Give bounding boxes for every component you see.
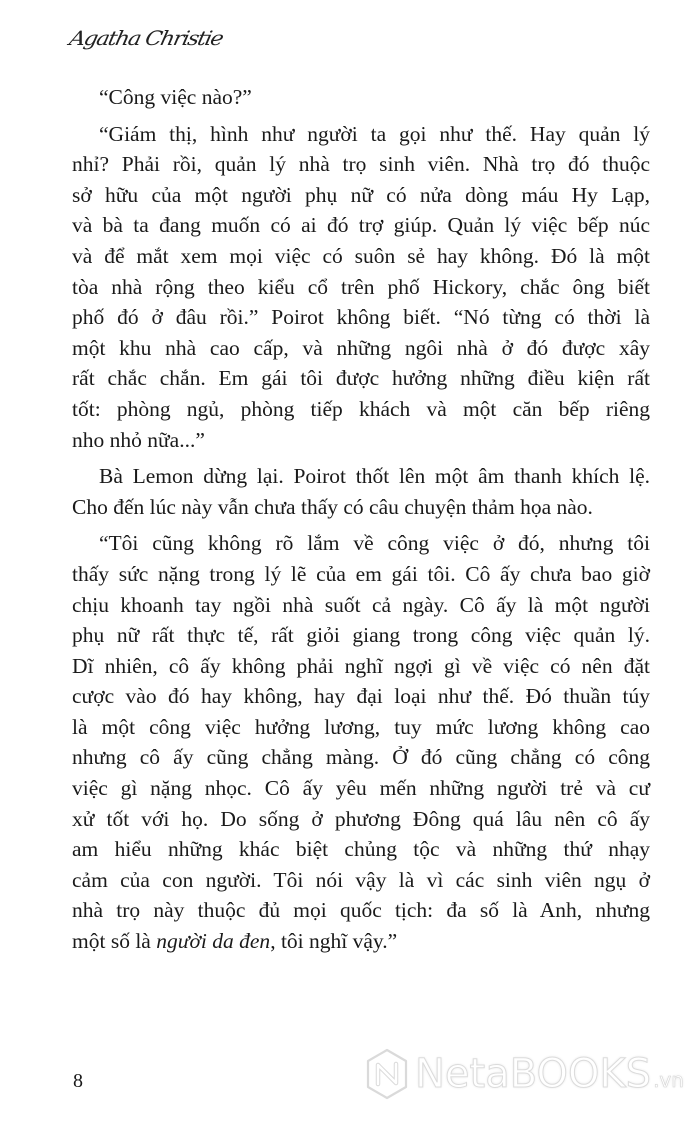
text-line: am hiểu những khác biệt chủng tộc và những thứ nhạy [72,837,650,862]
text-line: phố đó ở đâu rồi.” Poirot không biết. “Nó từng có thời là [72,305,650,330]
paragraph [72,82,650,113]
text-line: cược vào đó hay không, hay đại loại như thế. Đó thuần túy [72,684,650,709]
text-line: “Công việc nào?” [99,85,252,109]
text-segment: , tôi nghĩ vậy.” [270,929,398,954]
watermark-brand: NetaBOOKS [415,1051,652,1097]
text-line: và để mắt xem mọi việc có suôn sẻ hay không. Đó là một [72,243,650,268]
text-line-final [72,926,650,957]
body-text [72,82,650,963]
author-signature: Agatha Christie [67,28,225,51]
text-line: là một công việc hưởng lương, tuy mức lương không cao [72,714,650,739]
text-line: xử tốt với họ. Do sống ở phương Đông quá lâu nên cô ấy [72,806,650,831]
text-line: rất chắc chắn. Em gái tôi được hưởng những điều kiện rất [72,366,650,391]
netabooks-logo-icon [365,1048,409,1100]
text-line: nho nhỏ nữa...” [72,427,205,452]
text-segment: một số là [72,929,157,954]
text-line: và bà ta đang muốn có ai đó trợ giúp. Quản lý việc bếp núc [72,213,650,238]
paragraph [72,119,650,456]
text-line: Bà Lemon dừng lại. Poirot thốt lên một âm thanh khích lệ. [99,464,650,489]
paragraph [72,528,650,956]
text-line: thấy sức nặng trong lý lẽ của em gái tôi. Cô ấy chưa bao giờ [72,561,650,586]
text-line: Dĩ nhiên, cô ấy không phải nghĩ ngợi gì về việc có nên đặt [72,653,650,678]
text-line: việc gì nặng nhọc. Cô ấy yêu mến những người trẻ và cư [72,776,650,801]
text-line: chịu khoanh tay ngồi nhà suốt cả ngày. Cô ấy là một người [72,592,650,617]
text-line: Cho đến lúc này vẫn chưa thấy có câu chuyện thảm họa nào. [72,494,593,519]
text-line: sở hữu của một người phụ nữ có nửa dòng máu Hy Lạp, [72,182,650,207]
text-line: nhà trọ này thuộc đủ mọi quốc tịch: đa số là Anh, nhưng [72,898,650,923]
watermark-suffix: .vn [653,1068,684,1092]
text-line: phụ nữ rất thực tế, rất giỏi giang trong công việc quản lý. [72,623,650,648]
text-line: nhưng cô ấy cũng chẳng màng. Ở đó cũng chẳng có công [72,745,650,770]
text-line: cảm của con người. Tôi nói vậy là vì các sinh viên ngụ ở [72,867,650,892]
page-number: 8 [73,1070,83,1092]
watermark [365,1048,684,1100]
italic-phrase: người da đen [156,929,271,954]
text-line: một khu nhà cao cấp, và những ngôi nhà ở đó được xây [72,335,650,360]
text-line: “Tôi cũng không rõ lắm về công việc ở đó, nhưng tôi [99,531,650,556]
text-line: tòa nhà rộng theo kiểu cổ trên phố Hickory, chắc ông biết [72,274,650,299]
text-line: tốt: phòng ngủ, phòng tiếp khách và một căn bếp riêng [72,396,650,421]
paragraph [72,461,650,522]
text-line: “Giám thị, hình như người ta gọi như thế. Hay quản lý [99,121,650,146]
text-line: nhỉ? Phải rồi, quản lý nhà trọ sinh viên. Nhà trọ đó thuộc [72,152,650,177]
